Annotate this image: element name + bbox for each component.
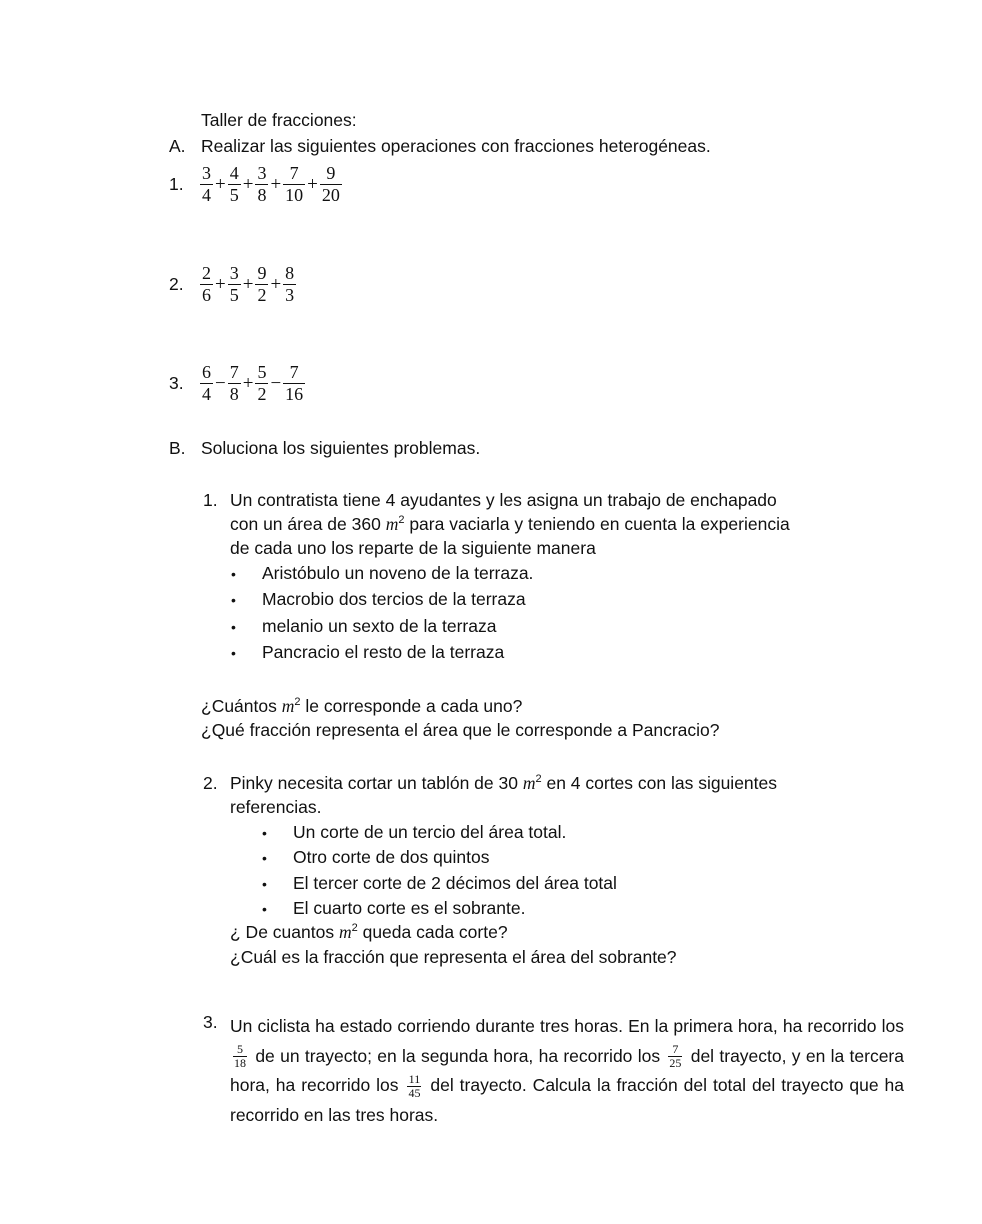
exercise-2-marker: 2.	[169, 274, 184, 294]
fraction-5-18: $\frac{5}{18}$	[234, 1042, 246, 1071]
problem-1-bullet-4: Pancracio el resto de la terraza	[262, 642, 505, 662]
problem-1-marker: 1.	[203, 490, 218, 510]
problem-1-question-1: ¿Cuántos $m^2$ le corresponde a cada uno?	[201, 696, 523, 716]
fraction: $\frac{7}{16}$	[285, 362, 304, 404]
exercise-3-expression	[199, 362, 306, 404]
worksheet-title: Taller de fracciones:	[201, 110, 357, 130]
problem-2-bullet-3: El tercer corte de 2 décimos del área total	[293, 873, 617, 893]
exercise-3	[169, 362, 306, 405]
bullet-icon: •	[231, 592, 236, 608]
exercise-2-expression	[199, 263, 297, 305]
fraction: $\frac{5}{2}$	[257, 362, 267, 404]
fraction: $\frac{9}{2}$	[257, 263, 267, 305]
section-b-heading: Soluciona los siguientes problemas.	[201, 438, 481, 458]
problem-3-marker: 3.	[203, 1012, 218, 1032]
operator: +	[242, 173, 254, 195]
bullet-icon: •	[231, 619, 236, 635]
problem-1-bullet-2: Macrobio dos tercios de la terraza	[262, 589, 526, 609]
exercise-1-expression	[199, 163, 343, 205]
bullet-icon: •	[262, 850, 267, 866]
exercise-1-marker: 1.	[169, 174, 184, 194]
operator: +	[242, 273, 254, 295]
fraction: $\frac{7}{10}$	[285, 163, 304, 205]
section-a-heading: Realizar las siguientes operaciones con fracciones heterogéneas.	[201, 136, 711, 156]
bullet-icon: •	[262, 825, 267, 841]
problem-1-question-2: ¿Qué fracción representa el área que le corresponde a Pancracio?	[201, 720, 720, 740]
operator: +	[270, 273, 282, 295]
fraction-7-25: $\frac{7}{25}$	[669, 1042, 682, 1071]
problem-2-marker: 2.	[203, 773, 218, 793]
fraction: $\frac{4}{5}$	[229, 163, 239, 205]
fraction: $\frac{6}{4}$	[202, 362, 211, 404]
bullet-icon: •	[262, 901, 267, 917]
exercise-1	[169, 163, 343, 206]
problem-2-bullet-4: El cuarto corte es el sobrante.	[293, 898, 526, 918]
unit-m: m	[385, 514, 399, 534]
problem-2-line-1: Pinky necesita cortar un tablón de 30 $m^2$ en 4 cortes con las siguientes	[230, 773, 778, 793]
exercise-2	[169, 263, 297, 306]
problem-1-line-3: de cada uno los reparte de la siguiente manera	[230, 538, 596, 558]
problem-1-bullet-1: Aristóbulo un noveno de la terraza.	[262, 563, 534, 583]
exercise-3-marker: 3.	[169, 373, 184, 393]
fraction: $\frac{9}{20}$	[321, 163, 340, 205]
fraction: $\frac{8}{3}$	[285, 263, 295, 305]
operator: +	[215, 273, 226, 295]
operator: +	[307, 173, 318, 195]
problem-2-question-1: ¿ De cuantos $m^2$ queda cada corte?	[230, 922, 508, 942]
problem-2-bullet-1: Un corte de un tercio del área total.	[293, 822, 567, 842]
problem-2-question-2: ¿Cuál es la fracción que representa el área del sobrante?	[230, 947, 677, 967]
operator: −	[270, 372, 282, 394]
bullet-icon: •	[231, 645, 236, 661]
problem-3-paragraph: Un ciclista ha estado corriendo durante tres horas. En la primera hora, ha recorrido los $\frac{5}{18}$ de un trayecto; en la segunda hora, ha recorrido los $\frac{7}{25}$ del trayecto, y en la tercera hora, ha recorrido los $\frac{11}{45}$ del trayecto. Calcula la fracción del total del trayecto que ha recorrido en las tres horas.	[230, 1016, 904, 1125]
operator: +	[270, 173, 282, 195]
operator: −	[215, 372, 226, 394]
bullet-icon: •	[231, 566, 236, 582]
section-b-marker: B.	[169, 438, 186, 458]
problem-1-bullet-3: melanio un sexto de la terraza	[262, 616, 497, 636]
operator: +	[242, 372, 254, 394]
problem-2-line-2: referencias.	[230, 797, 322, 817]
fraction: $\frac{7}{8}$	[229, 362, 239, 404]
fraction-11-45: $\frac{11}{45}$	[408, 1071, 421, 1100]
operator: +	[215, 173, 226, 195]
fraction: $\frac{2}{6}$	[202, 263, 211, 305]
problem-2-bullet-2: Otro corte de dos quintos	[293, 847, 490, 867]
fraction: $\frac{3}{8}$	[257, 163, 267, 205]
section-a-marker: A.	[169, 136, 186, 156]
problem-1-line-1: Un contratista tiene 4 ayudantes y les asigna un trabajo de enchapado	[230, 490, 777, 510]
fraction: $\frac{3}{4}$	[202, 163, 211, 205]
problem-1-line-2: con un área de 360 $m^2$ para vaciarla y teniendo en cuenta la experiencia	[230, 514, 790, 534]
fraction: $\frac{3}{5}$	[229, 263, 239, 305]
bullet-icon: •	[262, 876, 267, 892]
